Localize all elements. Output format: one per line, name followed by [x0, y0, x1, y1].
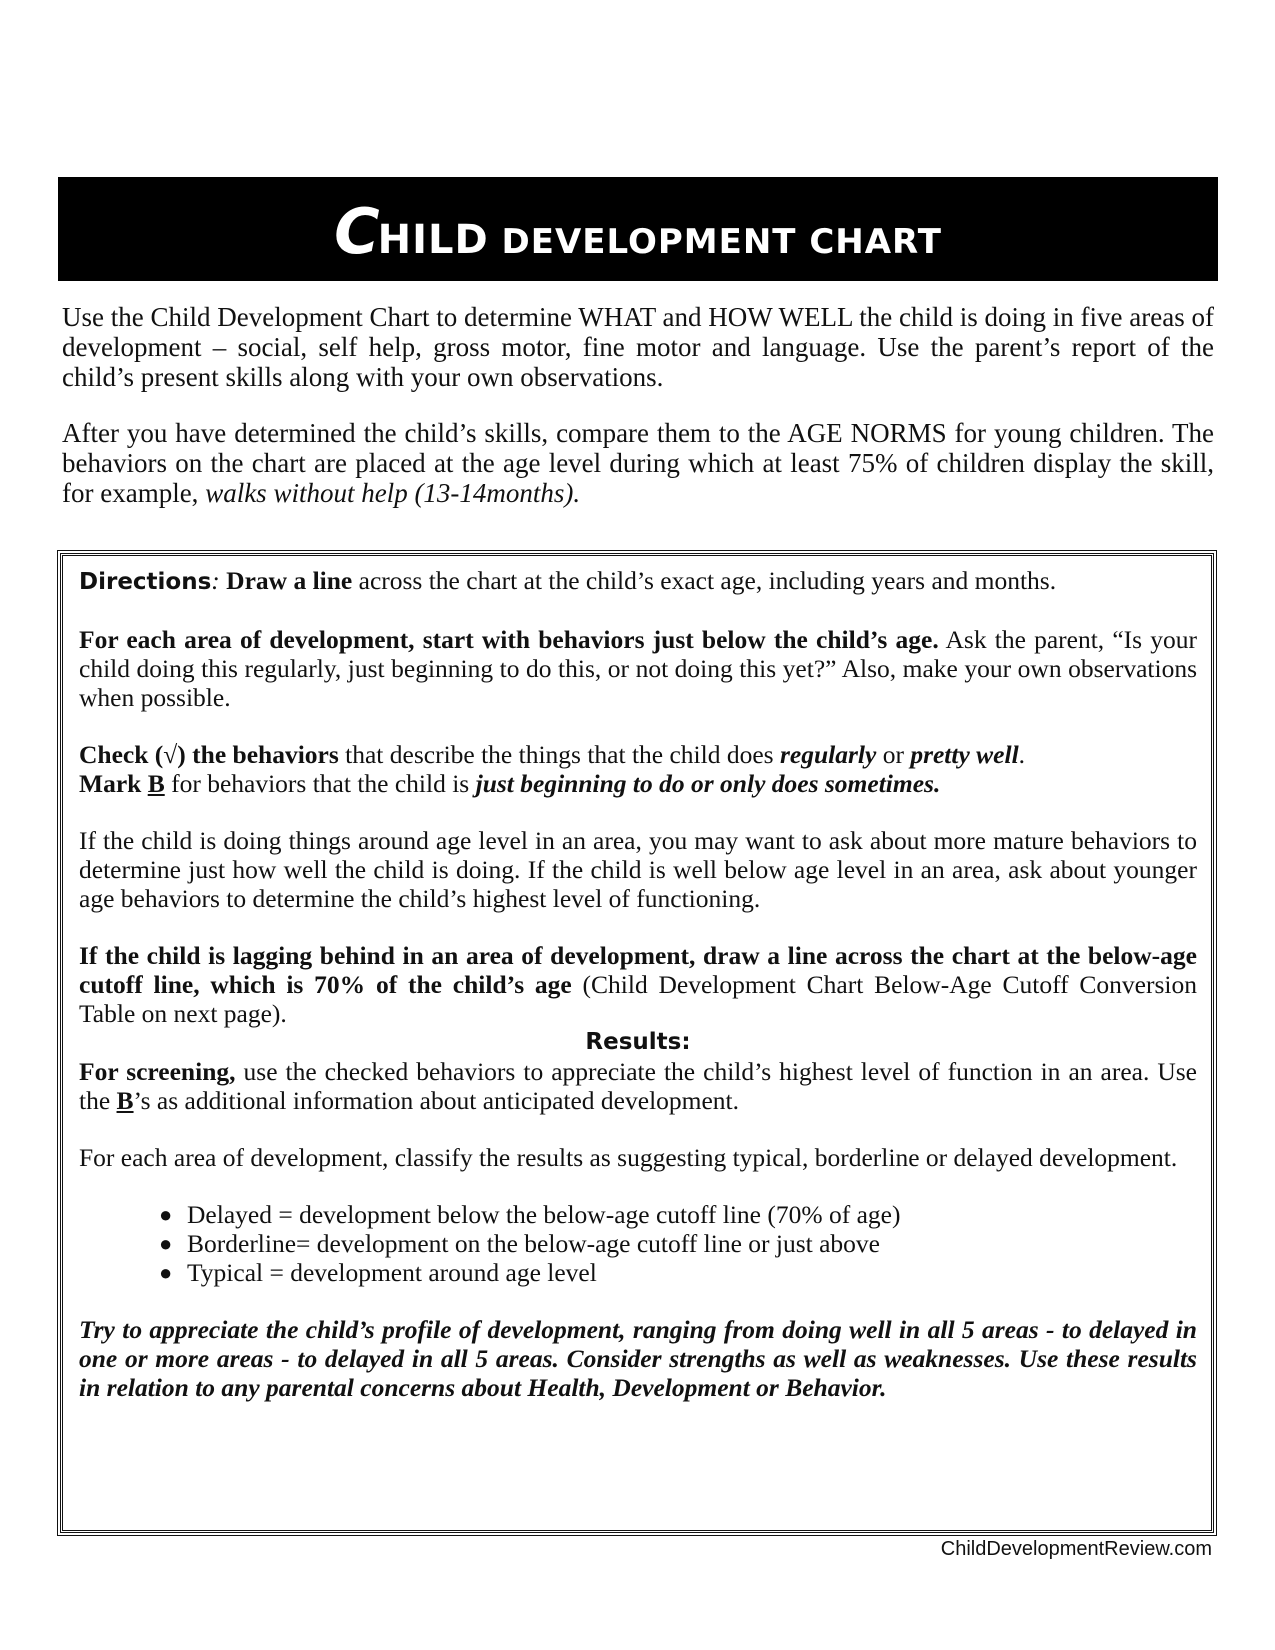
title-banner — [58, 177, 1218, 281]
list-item: ● Typical = development around age level — [159, 1258, 597, 1287]
bullet-icon: ● — [159, 1202, 173, 1227]
classification-list — [79, 1200, 1197, 1287]
screening-paragraph: For screening, use the checked behaviors to appreciate the child’s highest level of function in an area. Use the B’s as additional information about anticipated development. — [79, 1057, 1198, 1115]
lagging-paragraph: If the child is lagging behind in an area of development, draw a line across the chart at the below-age cutoff line, which is 70% of the child’s age (Child Development Chart Below-Age Cutoff Conversion Table on next page). — [79, 941, 1197, 1028]
intro-paragraph-1: Use the Child Development Chart to determine WHAT and HOW WELL the child is doing in five areas of development – social, self help, gross motor, fine motor and language. Use the parent’s report of the child’s present skills along with your own observations. — [62, 302, 1214, 392]
closing-paragraph: Try to appreciate the child’s profile of development, ranging from doing well in all 5 areas - to delayed in one or more areas - to delayed in all 5 areas. Consider strengths as well as weaknesses. Use these results in relation to any parental concerns about Health, Development or Behavior. — [79, 1315, 1197, 1402]
directions-box — [60, 553, 1214, 1533]
list-item: ● Borderline= development on the below-age cutoff line or just above — [159, 1229, 880, 1258]
each-area-paragraph: For each area of development, start with behaviors just below the child’s age. Ask the parent, “Is your child doing this regularly, just beginning to do this, or not doing this yet?” Also, make your own observations when possible. — [79, 625, 1197, 712]
footer-url: ChildDevelopmentReview.com — [940, 1538, 1212, 1560]
check-paragraph: Check (√) the behaviors that describe the things that the child does regularly or pretty well. Mark B for behaviors that the child is just beginning to do or only does sometimes. — [79, 740, 1026, 798]
results-heading: Results: — [585, 1029, 691, 1055]
around-age-paragraph: If the child is doing things around age level in an area, you may want to ask about more mature behaviors to determine just how well the child is doing. If the child is well below age level in an area, ask about younger age behaviors to determine the child’s highest level of functioning. — [79, 826, 1197, 913]
bullet-icon: ● — [159, 1260, 173, 1285]
directions-paragraph: Directions: Draw a line across the chart at the child’s exact age, including years and months. — [79, 566, 1057, 595]
intro-paragraph-2: After you have determined the child’s skills, compare them to the AGE NORMS for young children. The behaviors on the chart are placed at the age level during which at least 75% of children display the skill, for example, walks without help (13-14months). — [62, 418, 1214, 508]
bullet-icon: ● — [159, 1231, 173, 1256]
page-title: CHILD DEVELOPMENT CHART — [334, 194, 942, 268]
list-item: ● Delayed = development below the below-age cutoff line (70% of age) — [159, 1200, 901, 1229]
classify-paragraph: For each area of development, classify the results as suggesting typical, borderline or delayed development. — [79, 1143, 1178, 1172]
